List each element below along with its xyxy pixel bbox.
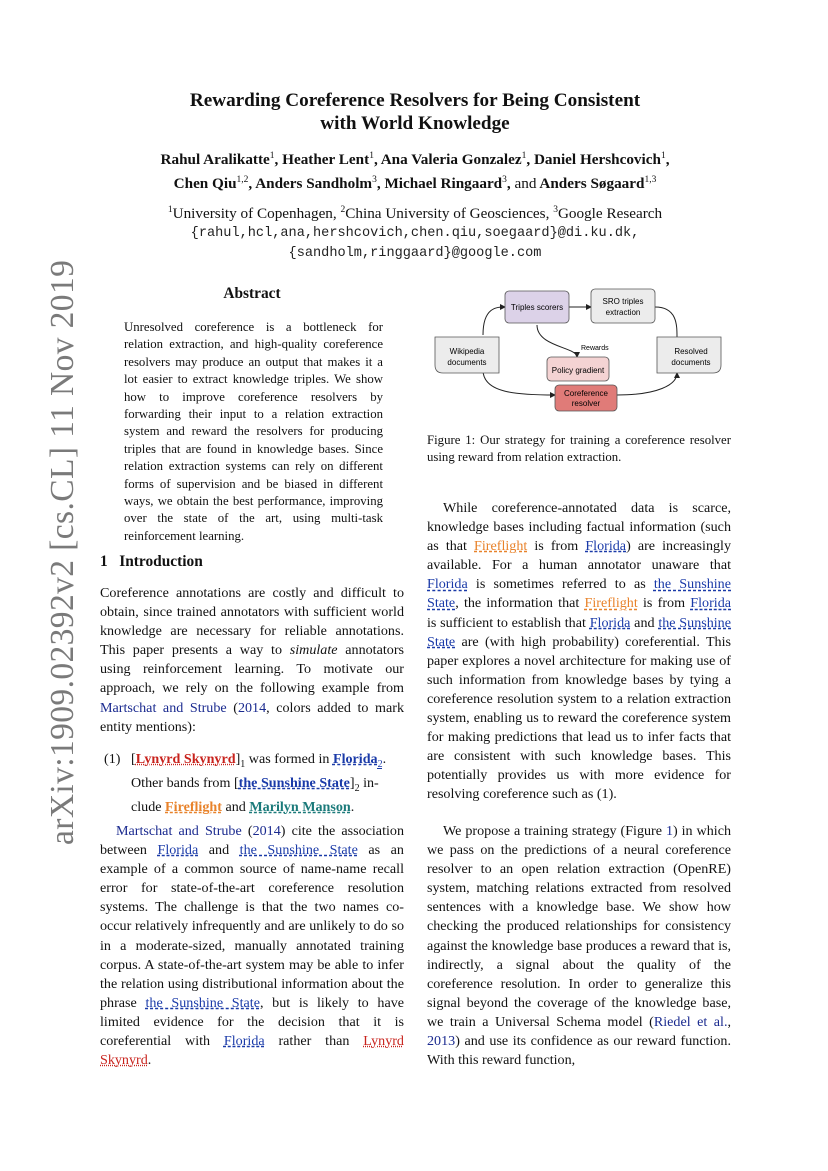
svg-text:documents: documents <box>671 358 711 367</box>
svg-text:Rewards: Rewards <box>581 345 609 352</box>
mention-florida: Florida <box>589 614 631 631</box>
edge-resolver-to-resolved <box>617 373 677 395</box>
right-paragraph-1: While coreference-annotated data is scarce, knowledge bases including factual information (such as that Fireflight is from Florida) are increasingly available. For a human annotator unaware that Florida is sometimes referred to as the Sunshine State, the information that Fireflight is from Florida is sufficient to establish that Florida and the Sunshine State are (with high probability) coreferential. This paper explores a novel architecture for making use of such information from knowledge bases by tying a coreference resolution system to a relation extraction system, enabling us to reward the coreference system for making predictions that lead us to infer facts that are consistent with such knowledge bases. This potentially provides us with more evidence for resolving coreference such as (1). <box>427 500 732 803</box>
mention-florida: Florida <box>157 842 199 859</box>
title-line-1: Rewarding Coreference Resolvers for Being Consistent <box>189 90 641 111</box>
svg-text:Coreference: Coreference <box>563 389 609 398</box>
mention-florida: Florida <box>332 751 378 767</box>
mention-fireflight: Fireflight <box>584 595 638 612</box>
svg-text:extraction: extraction <box>605 308 641 317</box>
author-name: Anders Sandholm <box>255 175 373 193</box>
figure-1-diagram <box>427 285 731 425</box>
mention-florida: Florida <box>690 595 731 612</box>
svg-text:resolver: resolver <box>571 399 601 408</box>
mention-fireflight: Fireflight <box>474 538 528 555</box>
node-sro-extraction <box>591 289 655 323</box>
author-name: Ana Valeria Gonzalez <box>380 151 522 169</box>
mention-fireflight: Fireflight <box>165 798 222 815</box>
edge-sro-to-resolved <box>655 307 677 337</box>
citation-year-link[interactable]: 2014 <box>237 699 267 716</box>
affiliation: China University of Geosciences <box>345 205 546 223</box>
email-line-2: {sandholm,ringgaard}@google.com <box>288 246 542 262</box>
intro-paragraph-2: Martschat and Strube (2014) cite the association between Florida and the Sunshine State as an example of a common source of name-name recall error for state-of-the-art coreference resolution systems. The challenge is that the two names co-occur relatively infrequently and are unlikely to do so in a moderate-sized, manually annotated training corpus. A state-of-the-art system may be able to infer the relation using distributional information about the phrase the Sunshine State, but is likely to have limited evidence for the decision that it is coreferential with Florida rather than Lynyrd Skynyrd. <box>100 823 404 1069</box>
mention-florida: Florida <box>427 576 468 593</box>
figure-reference-link[interactable]: 1 <box>665 823 673 839</box>
affiliations: $^1$University of Copenhagen, $^2$China University of Geosciences, $^3$Google Research {rahul,hcl,ana,hershcovich,chen.qiu,soegaard}@di.ku.dk, {sandholm,ringgaard}@google.com <box>100 200 730 264</box>
author-name: Rahul Aralikatte <box>160 151 270 169</box>
svg-text:Resolved: Resolved <box>674 347 708 356</box>
author-name: Daniel Hershcovich <box>533 151 661 169</box>
figure-1-caption: Figure 1: Our strategy for training a coreference resolver using reward from relation extraction. <box>427 433 731 465</box>
author-name: Heather Lent <box>282 151 370 169</box>
mention-sunshine-state: the Sunshine State <box>145 994 260 1011</box>
author-name: Michael Ringaard <box>384 175 503 193</box>
citation-year-link[interactable]: 2013 <box>427 1033 456 1050</box>
edge-wiki-to-resolver <box>483 370 555 395</box>
author-name: Chen Qiu <box>173 175 237 193</box>
example-sentence: [Lynyrd $Skynyrd]_1$ was formed in Florida$_2$. Other bands from [the Sunshine $State]_2$ in- clude Fireflight and Marilyn Manson. <box>131 751 387 815</box>
abstract-text: Unresolved coreference is a bottleneck for relation extraction, and high-quality coreference resolvers may produce an output that makes it a lot easier to extract knowledge triples. We show how to improve coreference resolvers by forwarding their input to a relation extraction system and reward the resolvers for producing triples that are found in knowledge bases. Since relation extraction systems can rely on different forms of supervision and be biased in different ways, we obtain the best performance, improving over the state of the art, using multi-task reinforcement learning. <box>124 320 383 543</box>
svg-text:documents: documents <box>447 358 487 367</box>
author-list: Rahul Aralikatte$^1$, Heather Lent$^1$, Ana Valeria Gonzalez$^1$, Daniel Hershcovich$^1$, Chen Qiu$^{1,2}$, Anders Sandholm$^3$, Michael Ringaard$^3$, and Anders Søgaard$^{1,3}$ <box>160 151 670 193</box>
example-number: (1) <box>104 751 121 767</box>
citation-year-link[interactable]: 2014 <box>252 823 281 839</box>
citation-link[interactable]: Riedel et al. <box>653 1013 728 1030</box>
svg-text:Triples scorers: Triples scorers <box>510 303 564 312</box>
title-line-2: with World Knowledge <box>320 113 510 134</box>
edge-rewards <box>537 325 577 357</box>
mention-sunshine-state: the Sunshine State <box>427 614 731 650</box>
mention-sunshine-state: the Sunshine State <box>239 842 358 859</box>
arxiv-identifier: arXiv:1909.02392v2 [cs.CL] 11 Nov 2019 <box>44 259 81 845</box>
mention-lynyrd-skynyrd: Lynyrd Skynyrd <box>135 751 236 767</box>
mention-sunshine-state: the Sunshine State <box>427 576 731 612</box>
author-name: Anders Søgaard <box>539 175 645 193</box>
abstract-heading: Abstract <box>223 285 281 302</box>
citation-link[interactable]: Martschat and Strube <box>116 823 242 839</box>
edge-wiki-to-triples <box>483 307 505 335</box>
intro-paragraph-1: Coreference annotations are costly and difficult to obtain, since trained annotators with sufficient world knowledge are necessary for reliable annotations. This paper presents a way to simulate annotators using reinforcement learning. To motivate our approach, we rely on the following example from Martschat and Strube (2014, colors added to mark entity mentions): <box>100 585 404 735</box>
svg-text:Policy gradient: Policy gradient <box>551 366 605 375</box>
right-paragraph-2: We propose a training strategy (Figure 1) in which we pass on the predictions of a neural coreference resolver to an open relation extraction (OpenRE) system, matching relations extracted from resolved sentences with a knowledge base. We show how checking the produced relationships for consistency against the knowledge base produces a reward that is, indirectly, a signal about the quality of the coreference resolution. In order to generalize this signal beyond the coverage of the knowledge base, we train a Universal Schema model (Riedel et al., 2013) and use its confidence as our reward function. With this reward function, <box>427 823 732 1069</box>
email-line-1: {rahul,hcl,ana,hershcovich,chen.qiu,soegaard}@di.ku.dk, <box>190 226 640 242</box>
mention-florida: Florida <box>223 1033 265 1050</box>
svg-text:Wikipedia: Wikipedia <box>449 347 485 356</box>
affiliation: Google Research <box>557 205 663 223</box>
mention-lynyrd-skynyrd: Lynyrd Skynyrd <box>100 1033 404 1069</box>
mention-marilyn-manson: Marilyn Manson <box>249 798 351 815</box>
mention-florida: Florida <box>585 538 627 555</box>
paper-title <box>100 89 730 135</box>
affiliation: University of Copenhagen <box>172 205 333 223</box>
section-heading: 1 Introduction <box>100 553 203 570</box>
svg-text:SRO triples: SRO triples <box>602 297 644 306</box>
mention-sunshine-state: the Sunshine State <box>238 774 350 791</box>
citation-link[interactable]: Martschat and Strube <box>100 699 227 716</box>
